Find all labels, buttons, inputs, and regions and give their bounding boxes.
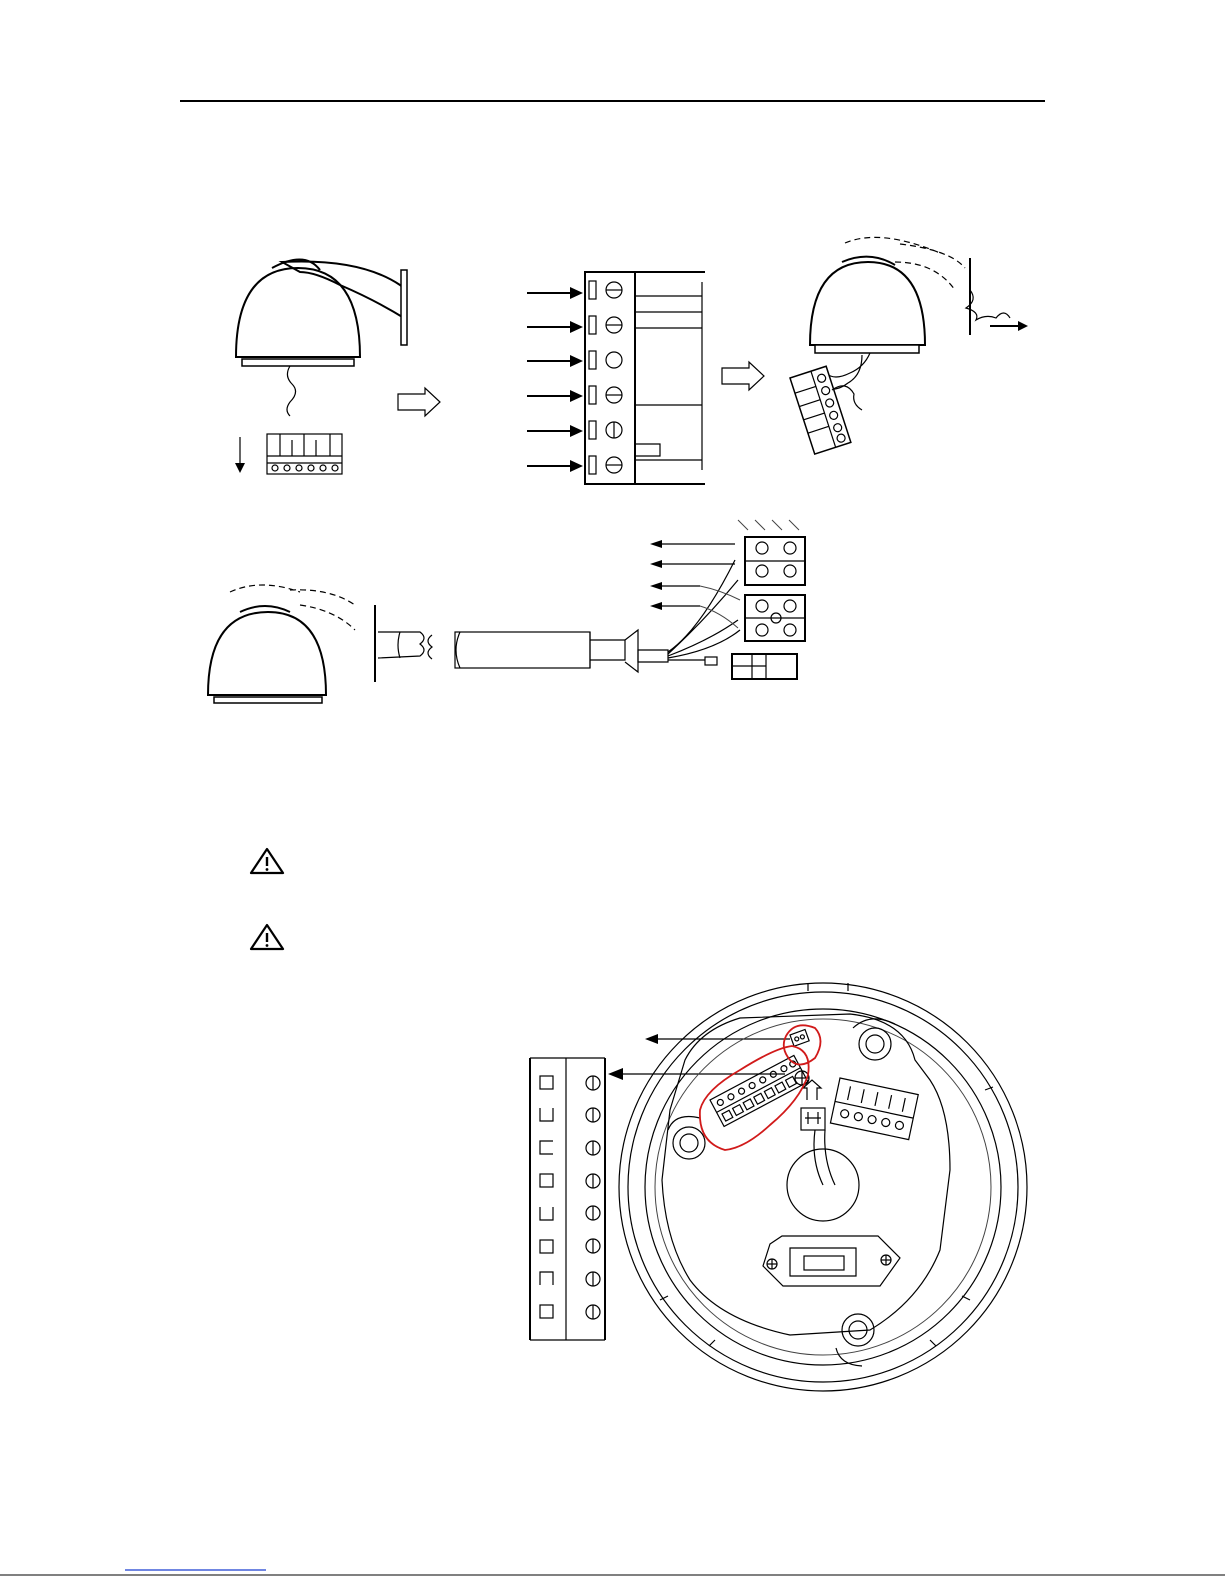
dome-camera-with-connector — [790, 237, 1028, 454]
mount-hole — [673, 1127, 705, 1159]
terminal-strip-small — [267, 434, 342, 474]
usb-port — [763, 1236, 900, 1286]
pin-arrows — [527, 287, 583, 472]
warning-triangle-icon — [251, 925, 283, 949]
dome-camera-side — [208, 585, 375, 703]
base-plate — [619, 983, 1027, 1391]
terminal-block-lower — [745, 595, 805, 641]
terminal-strip-8pin — [530, 1058, 605, 1340]
down-arrow — [235, 437, 245, 473]
terminal-row — [710, 1055, 808, 1126]
terminal-block-6pin — [585, 272, 705, 484]
warning-triangle-icon — [251, 849, 283, 873]
power-connector — [732, 654, 797, 679]
process-arrow-icon — [722, 362, 764, 390]
process-arrow-icon — [398, 388, 440, 416]
connector-block — [830, 1078, 918, 1140]
dome-camera-with-bracket — [236, 259, 407, 416]
terminal-block-upper — [738, 520, 805, 585]
cable-assembly — [378, 560, 740, 672]
pin-arrows-left — [650, 540, 740, 628]
mount-hole — [859, 1028, 891, 1060]
